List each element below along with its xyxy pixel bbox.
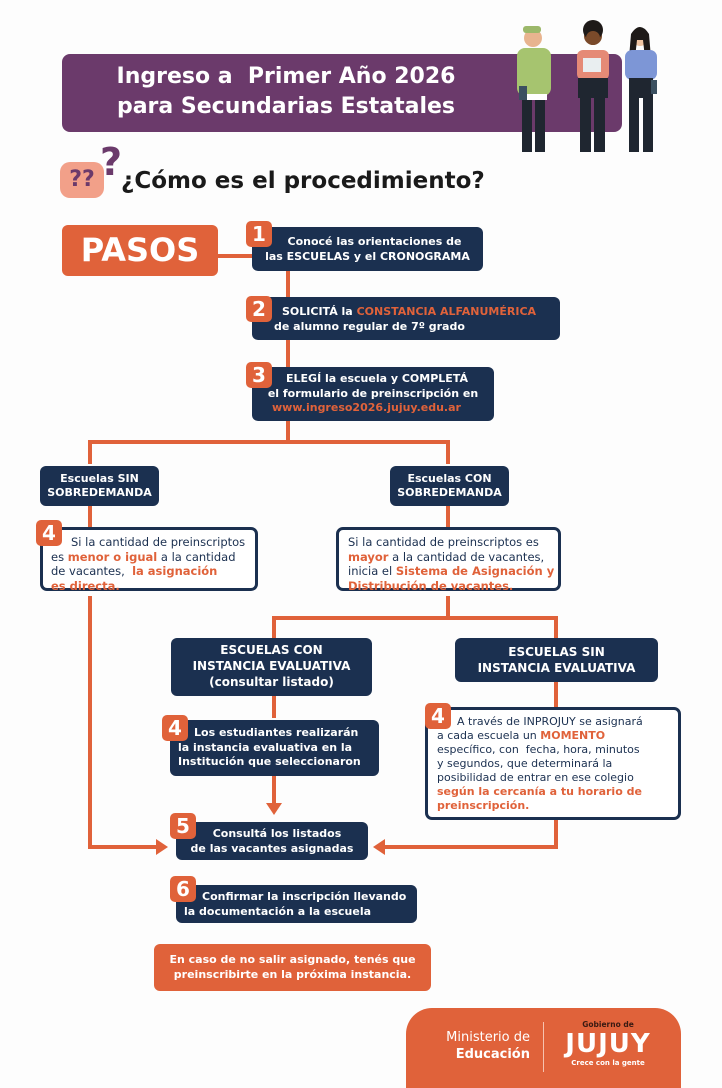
sin-desc-line-1: Si la cantidad de preinscriptos xyxy=(71,535,246,549)
connector-con-eval-down xyxy=(272,616,276,638)
branch-con-line-1: Escuelas CON xyxy=(407,472,492,485)
momento-line-4: y segundos, que determinará la xyxy=(437,757,613,770)
momento-text-2: a cada escuela un xyxy=(437,729,541,742)
ministry-name xyxy=(420,1029,530,1063)
ministry-line-1: Ministerio de xyxy=(446,1030,530,1045)
student-3-figure xyxy=(625,27,657,152)
momento-line-6: según la cercanía a tu horario de xyxy=(437,785,642,798)
connector-pasos-step1 xyxy=(218,254,254,258)
branch-sin-line-2: SOBREDEMANDA xyxy=(47,486,152,499)
sin-desc-text: es xyxy=(51,549,68,564)
connector-sin-down xyxy=(88,440,92,464)
connector-con-desc-down xyxy=(446,596,450,618)
sin-eval-line-1: ESCUELAS SIN xyxy=(508,645,605,659)
students-illustration xyxy=(505,18,665,160)
connector-sin-to-desc xyxy=(88,505,92,527)
connector-sin-eval-down xyxy=(554,616,558,638)
sin-desc-highlight-1: menor o igual xyxy=(67,549,158,564)
sin-desc-line-3 xyxy=(51,564,255,579)
step-3-badge: 3 xyxy=(246,362,272,388)
question-mark-large-icon: ? xyxy=(100,140,123,184)
gov-logo-text: JUJUY xyxy=(565,1029,651,1059)
step-1-badge: 1 xyxy=(246,221,272,247)
momento-line-2 xyxy=(437,729,678,743)
eval-step-line-2: la instancia evaluativa en la xyxy=(178,740,353,754)
note-line-2: preinscribirte en la próxima instancia. xyxy=(173,968,412,981)
con-desc-line-1: Si la cantidad de preinscriptos es xyxy=(348,535,539,549)
step-1-line-1: Conocé las orientaciones de xyxy=(287,235,462,248)
con-eval-line-3[interactable]: (consultar listado) xyxy=(209,675,334,689)
connector-sin-eval-to-momento xyxy=(554,680,558,708)
step-5-box xyxy=(176,822,368,860)
step-2-pre: SOLICITÁ la xyxy=(282,305,357,318)
connector-con-eval-to-step4 xyxy=(272,696,276,718)
step-1-box xyxy=(252,227,483,271)
step-5-line-2: de las vacantes asignadas xyxy=(190,841,354,855)
connector-sub-split xyxy=(272,616,558,620)
connector-split-horizontal xyxy=(88,440,448,444)
connector-sin-long-down xyxy=(88,596,92,848)
con-eval-line-2: INSTANCIA EVALUATIVA xyxy=(192,659,351,673)
step-2-line-1 xyxy=(274,304,560,319)
con-desc-highlight-2: Sistema de Asignación y xyxy=(395,564,555,578)
sin-desc-highlight-2: la asignación xyxy=(132,564,218,578)
con-desc-line-2 xyxy=(348,550,558,565)
connector-momento-down xyxy=(554,818,558,848)
step-5-line-1: Consultá los listados xyxy=(212,827,342,840)
page-title xyxy=(62,62,510,122)
momento-step-box xyxy=(425,707,681,820)
con-eval-line-1: ESCUELAS CON xyxy=(220,643,323,657)
step-6-line-1: Confirmar la inscripción llevando xyxy=(202,890,407,903)
step-5-badge: 5 xyxy=(170,813,196,839)
con-desc-line-3 xyxy=(348,564,558,579)
question-bubble-icon xyxy=(60,162,104,198)
arrow-left-icon xyxy=(373,839,385,855)
step-3-link[interactable]: www.ingreso2026.jujuy.edu.ar xyxy=(272,401,461,414)
momento-line-7: preinscripción. xyxy=(437,799,530,812)
procedure-heading: ¿Cómo es el procedimiento? xyxy=(121,168,485,194)
momento-step-badge: 4 xyxy=(425,703,451,729)
step-3-box xyxy=(252,367,494,421)
step-6-box xyxy=(176,885,417,923)
step-1-line-2: las ESCUELAS y el CRONOGRAMA xyxy=(265,250,470,263)
branch-con-sobredemanda xyxy=(390,466,509,506)
momento-line-3: específico, con fecha, hora, minutos xyxy=(437,743,640,756)
eval-step-line-3: Institución que seleccionaron xyxy=(178,755,361,768)
sin-desc-text-3: de vacantes, xyxy=(51,564,133,578)
connector-sin-to-step5 xyxy=(88,845,158,849)
sin-desc-line-2 xyxy=(51,550,255,565)
step-2-badge: 2 xyxy=(246,296,272,322)
step-6-line-2: la documentación a la escuela xyxy=(184,904,372,918)
student-1-figure xyxy=(517,26,551,152)
step-6-badge: 6 xyxy=(170,876,196,902)
con-desc-line-4: Distribución de vacantes. xyxy=(348,578,514,593)
step-2-highlight: CONSTANCIA ALFANUMÉRICA xyxy=(356,305,537,318)
con-desc-text-3: inicia el xyxy=(348,564,396,578)
sin-desc-badge: 4 xyxy=(36,520,62,546)
pasos-label: PASOS xyxy=(80,231,200,269)
step-2-line-2: de alumno regular de 7º grado xyxy=(274,320,465,333)
connector-con-to-desc xyxy=(446,505,450,527)
eval-step-badge: 4 xyxy=(162,715,188,741)
jujuy-logo xyxy=(552,1020,664,1068)
connector-momento-to-step5 xyxy=(384,845,558,849)
title-line-2: para Secundarias Estatales xyxy=(116,94,456,119)
question-icon-text: ?? xyxy=(69,167,95,192)
branch-sin-line-1: Escuelas SIN xyxy=(60,472,139,485)
con-desc-text-2: a la cantidad de vacantes, xyxy=(388,549,545,564)
arrow-right-icon xyxy=(156,839,168,855)
con-desc-highlight-1: mayor xyxy=(348,549,389,564)
ministry-line-2: Educación xyxy=(455,1047,530,1062)
momento-line-1: A través de INPROJUY se asignará xyxy=(457,715,643,728)
sin-sobredemanda-description xyxy=(40,527,258,591)
step-3-line-2: el formulario de preinscripción en xyxy=(267,386,479,400)
student-2-figure xyxy=(577,20,609,152)
branch-con-line-2: SOBREDEMANDA xyxy=(397,486,502,499)
title-line-1: Ingreso a Primer Año 2026 xyxy=(116,64,456,89)
sin-desc-line-4: es directa. xyxy=(51,578,120,593)
step-3-line-1: ELEGÍ la escuela y COMPLETÁ xyxy=(286,372,468,385)
sin-desc-text-2: a la cantidad xyxy=(157,549,236,564)
reassignment-note xyxy=(154,944,431,991)
footer-divider xyxy=(543,1022,544,1072)
momento-highlight: MOMENTO xyxy=(540,729,606,742)
sin-eval-line-2: INSTANCIA EVALUATIVA xyxy=(477,661,636,675)
arrow-down-icon xyxy=(266,803,282,815)
pasos-label-box xyxy=(62,225,218,276)
eval-step-box xyxy=(170,720,379,776)
con-sobredemanda-description xyxy=(336,527,561,591)
connector-con-down xyxy=(446,440,450,464)
branch-sin-sobredemanda xyxy=(40,466,159,506)
branch-sin-instancia-evaluativa xyxy=(455,638,658,682)
branch-con-instancia-evaluativa xyxy=(171,638,372,696)
note-line-1: En caso de no salir asignado, tenés que xyxy=(169,953,416,966)
gov-slogan: Crece con la gente xyxy=(571,1059,645,1067)
gov-small-label: Gobierno de xyxy=(582,1020,634,1029)
momento-line-5: posibilidad de entrar en ese colegio xyxy=(437,771,634,784)
step-2-box xyxy=(252,297,560,340)
eval-step-line-1: Los estudiantes realizarán xyxy=(194,726,359,739)
